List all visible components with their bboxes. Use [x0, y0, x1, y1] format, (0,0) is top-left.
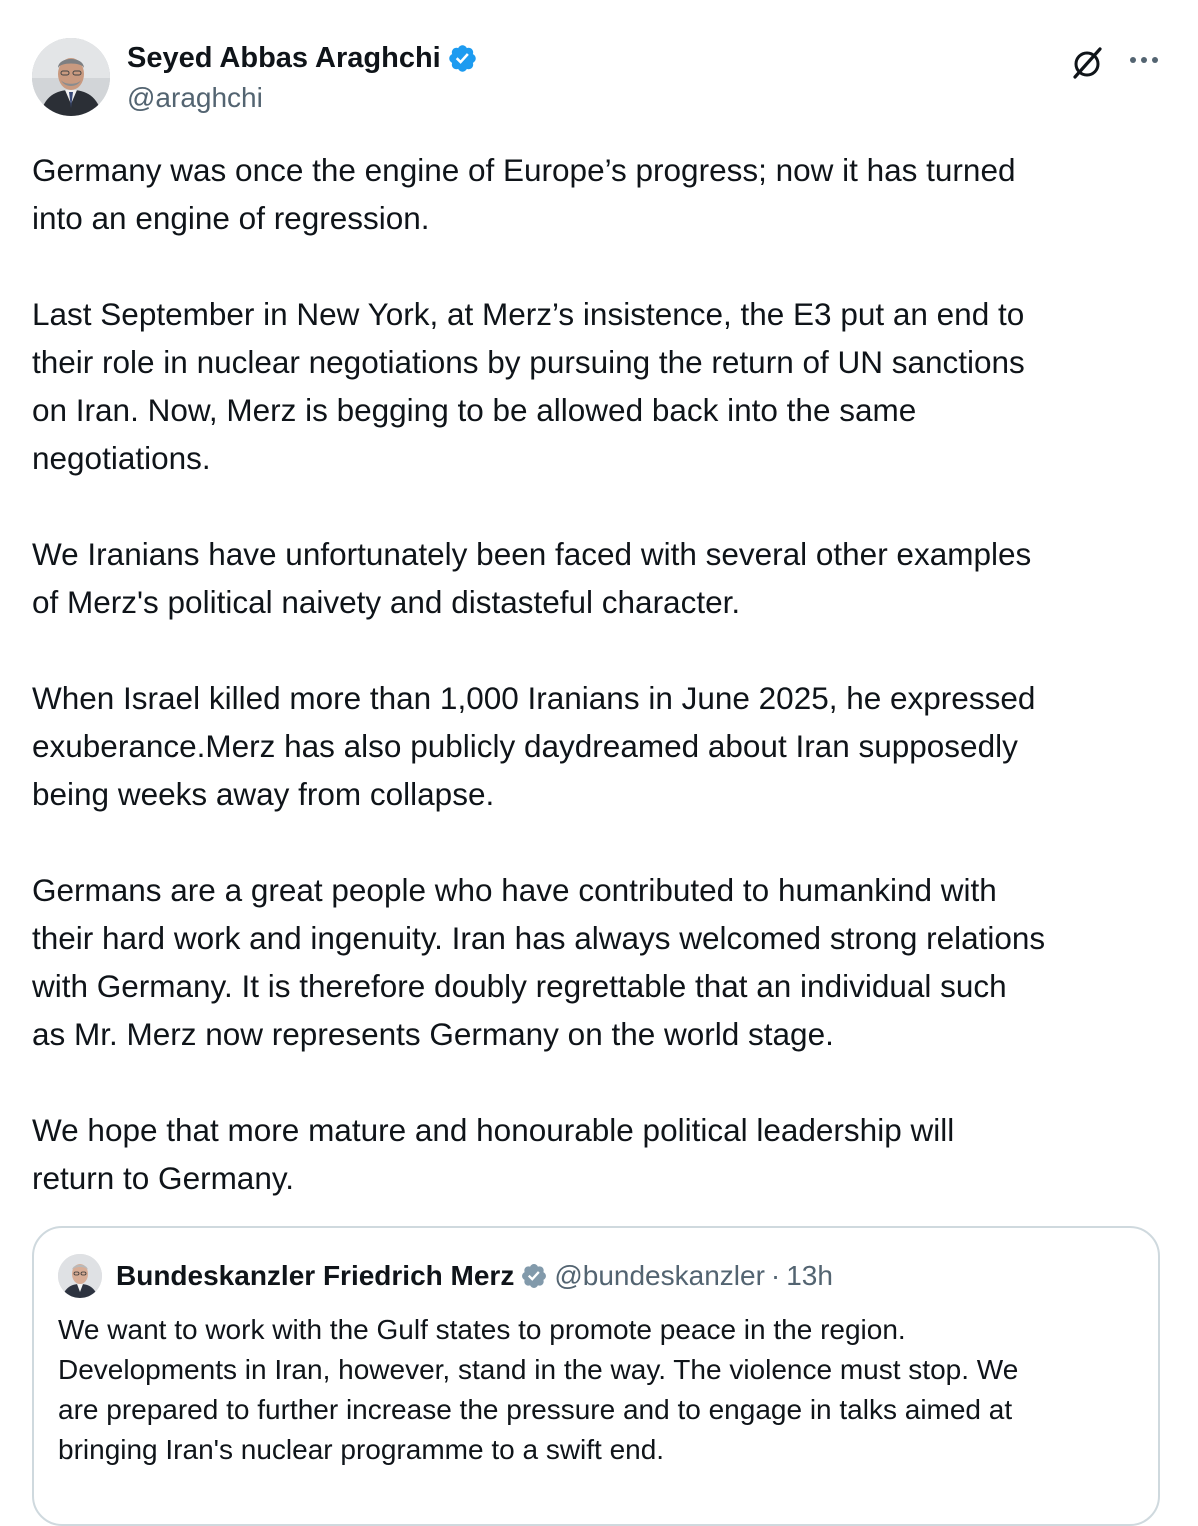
more-horizontal-icon[interactable] [1126, 48, 1162, 72]
tweet-paragraph: When Israel killed more than 1,000 Iranians in June 2025, he expressed exuberance.Merz has also publicly daydreamed about Iran supposedly being weeks away from collapse. [32, 680, 1036, 812]
quoted-tweet-text: We want to work with the Gulf states to promote peace in the region. Developments in Iran, however, stand in the way. The violence must stop. We are prepared to further increase the pressure and to engage in talks aimed at bringing Iran's nuclear programme to a swift end. [58, 1314, 1019, 1465]
author-handle[interactable]: @araghchi [127, 82, 263, 113]
verified-badge-icon [520, 1262, 548, 1290]
author-name-row[interactable] [127, 39, 478, 77]
tweet-paragraph: We hope that more mature and honourable political leadership will return to Germany. [32, 1112, 955, 1196]
tweet-paragraph: Germany was once the engine of Europe’s progress; now it has turned into an engine of regression. [32, 152, 1016, 236]
tweet-paragraph: We Iranians have unfortunately been faced with several other examples of Merz's political naivety and distasteful character. [32, 536, 1032, 620]
quoted-author-name[interactable]: Bundeskanzler Friedrich Merz [116, 1260, 515, 1291]
separator-dot: · [770, 1260, 781, 1291]
author-name[interactable]: Seyed Abbas Araghchi [127, 42, 441, 74]
quoted-timestamp[interactable]: 13h [786, 1260, 833, 1291]
quoted-tweet-card[interactable] [32, 1226, 1160, 1526]
tweet-body [32, 146, 1172, 1202]
tweet-paragraph: Germans are a great people who have contributed to humankind with their hard work and ingenuity. Iran has always welcomed strong relations with Germany. It is therefore doubly regrettable that an individual such as Mr. Merz now represents Germany on the world stage. [32, 872, 1046, 1052]
grok-icon[interactable] [1068, 44, 1106, 82]
quoted-author-handle[interactable]: @bundeskanzler [554, 1260, 765, 1291]
tweet-paragraph: Last September in New York, at Merz’s insistence, the E3 put an end to their role in nuclear negotiations by pursuing the return of UN sanctions on Iran. Now, Merz is begging to be allowed back into the same negotiations. [32, 296, 1025, 476]
verified-badge-icon [447, 43, 478, 74]
author-avatar[interactable] [32, 38, 110, 116]
quoted-author-avatar[interactable] [58, 1254, 102, 1298]
quoted-header [116, 1258, 833, 1294]
